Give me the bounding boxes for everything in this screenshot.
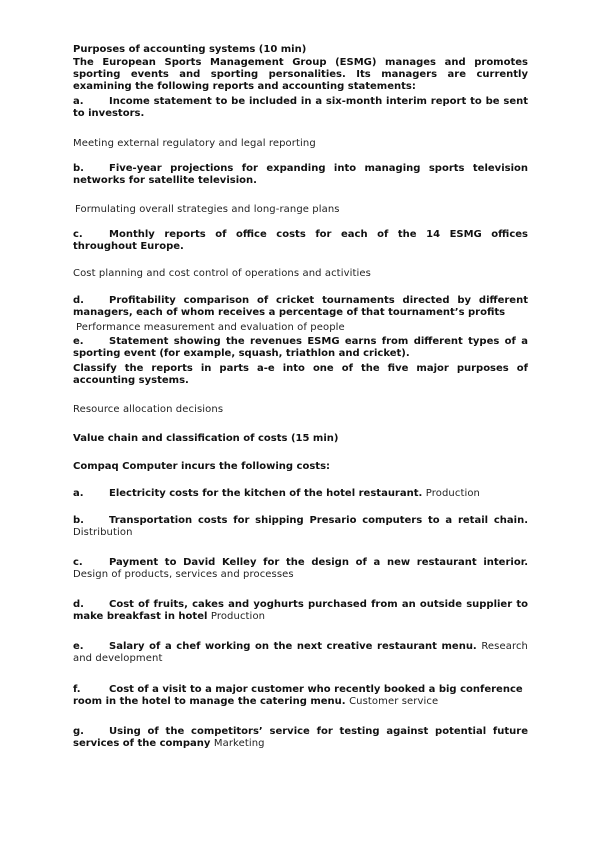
cost-item-g [73,726,528,750]
question-text: Statement showing the revenues ESMG earns from different types of a sporting event (for example, squash, triathlon and cricket). [73,336,528,359]
cost-text: Using of the competitors’ service for testing against potential future services of the company [73,726,528,749]
cost-text: Cost of fruits, cakes and yoghurts purchased from an outside supplier to make breakfast in hotel [73,599,528,622]
cost-item-c [73,557,528,581]
cost-text: Cost of a visit to a major customer who recently booked a big conference room in the hotel to manage the catering menu. [73,684,523,707]
section1-title: Purposes of accounting systems (10 min) [73,44,307,55]
question-text: Profitability comparison of cricket tournaments directed by different managers, each of whom receives a percentage of that tournament’s profits [73,295,528,318]
question-c [73,229,528,253]
cost-label: b. [73,515,84,526]
question-label: c. [73,229,83,240]
answer-a: Meeting external regulatory and legal reporting [73,138,316,149]
cost-answer: Production [210,611,266,622]
cost-item-e [73,641,528,665]
question-label: a. [73,96,84,107]
question-e [73,336,528,360]
cost-label: g. [73,726,84,737]
cost-label: d. [73,599,84,610]
cost-label: c. [73,557,83,568]
question-label: d. [73,295,84,306]
question-text: Monthly reports of office costs for each of the 14 ESMG offices throughout Europe. [73,229,528,252]
cost-label: a. [73,488,84,499]
cost-answer: Production [425,488,480,499]
cost-answer: Research and development [73,641,528,664]
cost-item-b [73,515,528,539]
cost-answer: Marketing [213,738,265,749]
cost-answer: Design of products, services and processes [73,569,294,580]
question-label: e. [73,336,84,347]
cost-text: Payment to David Kelley for the design of a new restaurant interior. [109,557,528,568]
answer-d: Performance measurement and evaluation of people [76,322,345,333]
answer-e: Resource allocation decisions [73,404,224,415]
cost-label: e. [73,641,84,652]
cost-label: f. [73,684,81,695]
question-text: Five-year projections for expanding into managing sports television networks for satellite television. [73,163,528,186]
answer-c: Cost planning and cost control of operations and activities [73,268,371,279]
cost-answer: Distribution [73,527,133,538]
section1-instruction: Classify the reports in parts a-e into one of the five major purposes of accounting systems. [73,363,528,386]
cost-text: Transportation costs for shipping Presario computers to a retail chain. [109,515,528,526]
cost-text: Salary of a chef working on the next creative restaurant menu. [109,641,477,652]
question-b [73,163,528,187]
question-text: Income statement to be included in a six-month interim report to be sent to investors. [73,96,528,119]
cost-item-d [73,599,528,623]
answer-b: Formulating overall strategies and long-range plans [75,204,340,215]
section2-intro: Compaq Computer incurs the following costs: [73,461,331,472]
cost-answer: Customer service [349,696,439,707]
question-a [73,96,528,120]
cost-item-f [73,684,528,708]
section1-intro: The European Sports Management Group (ESMG) manages and promotes sporting events and sporting personalities. Its managers are currently examining the following reports and accounting statements: [73,57,528,92]
section2-title: Value chain and classification of costs (15 min) [73,433,339,444]
question-label: b. [73,163,84,174]
cost-text: Electricity costs for the kitchen of the hotel restaurant. [109,488,423,499]
question-d [73,295,528,319]
cost-item-a [73,488,528,500]
